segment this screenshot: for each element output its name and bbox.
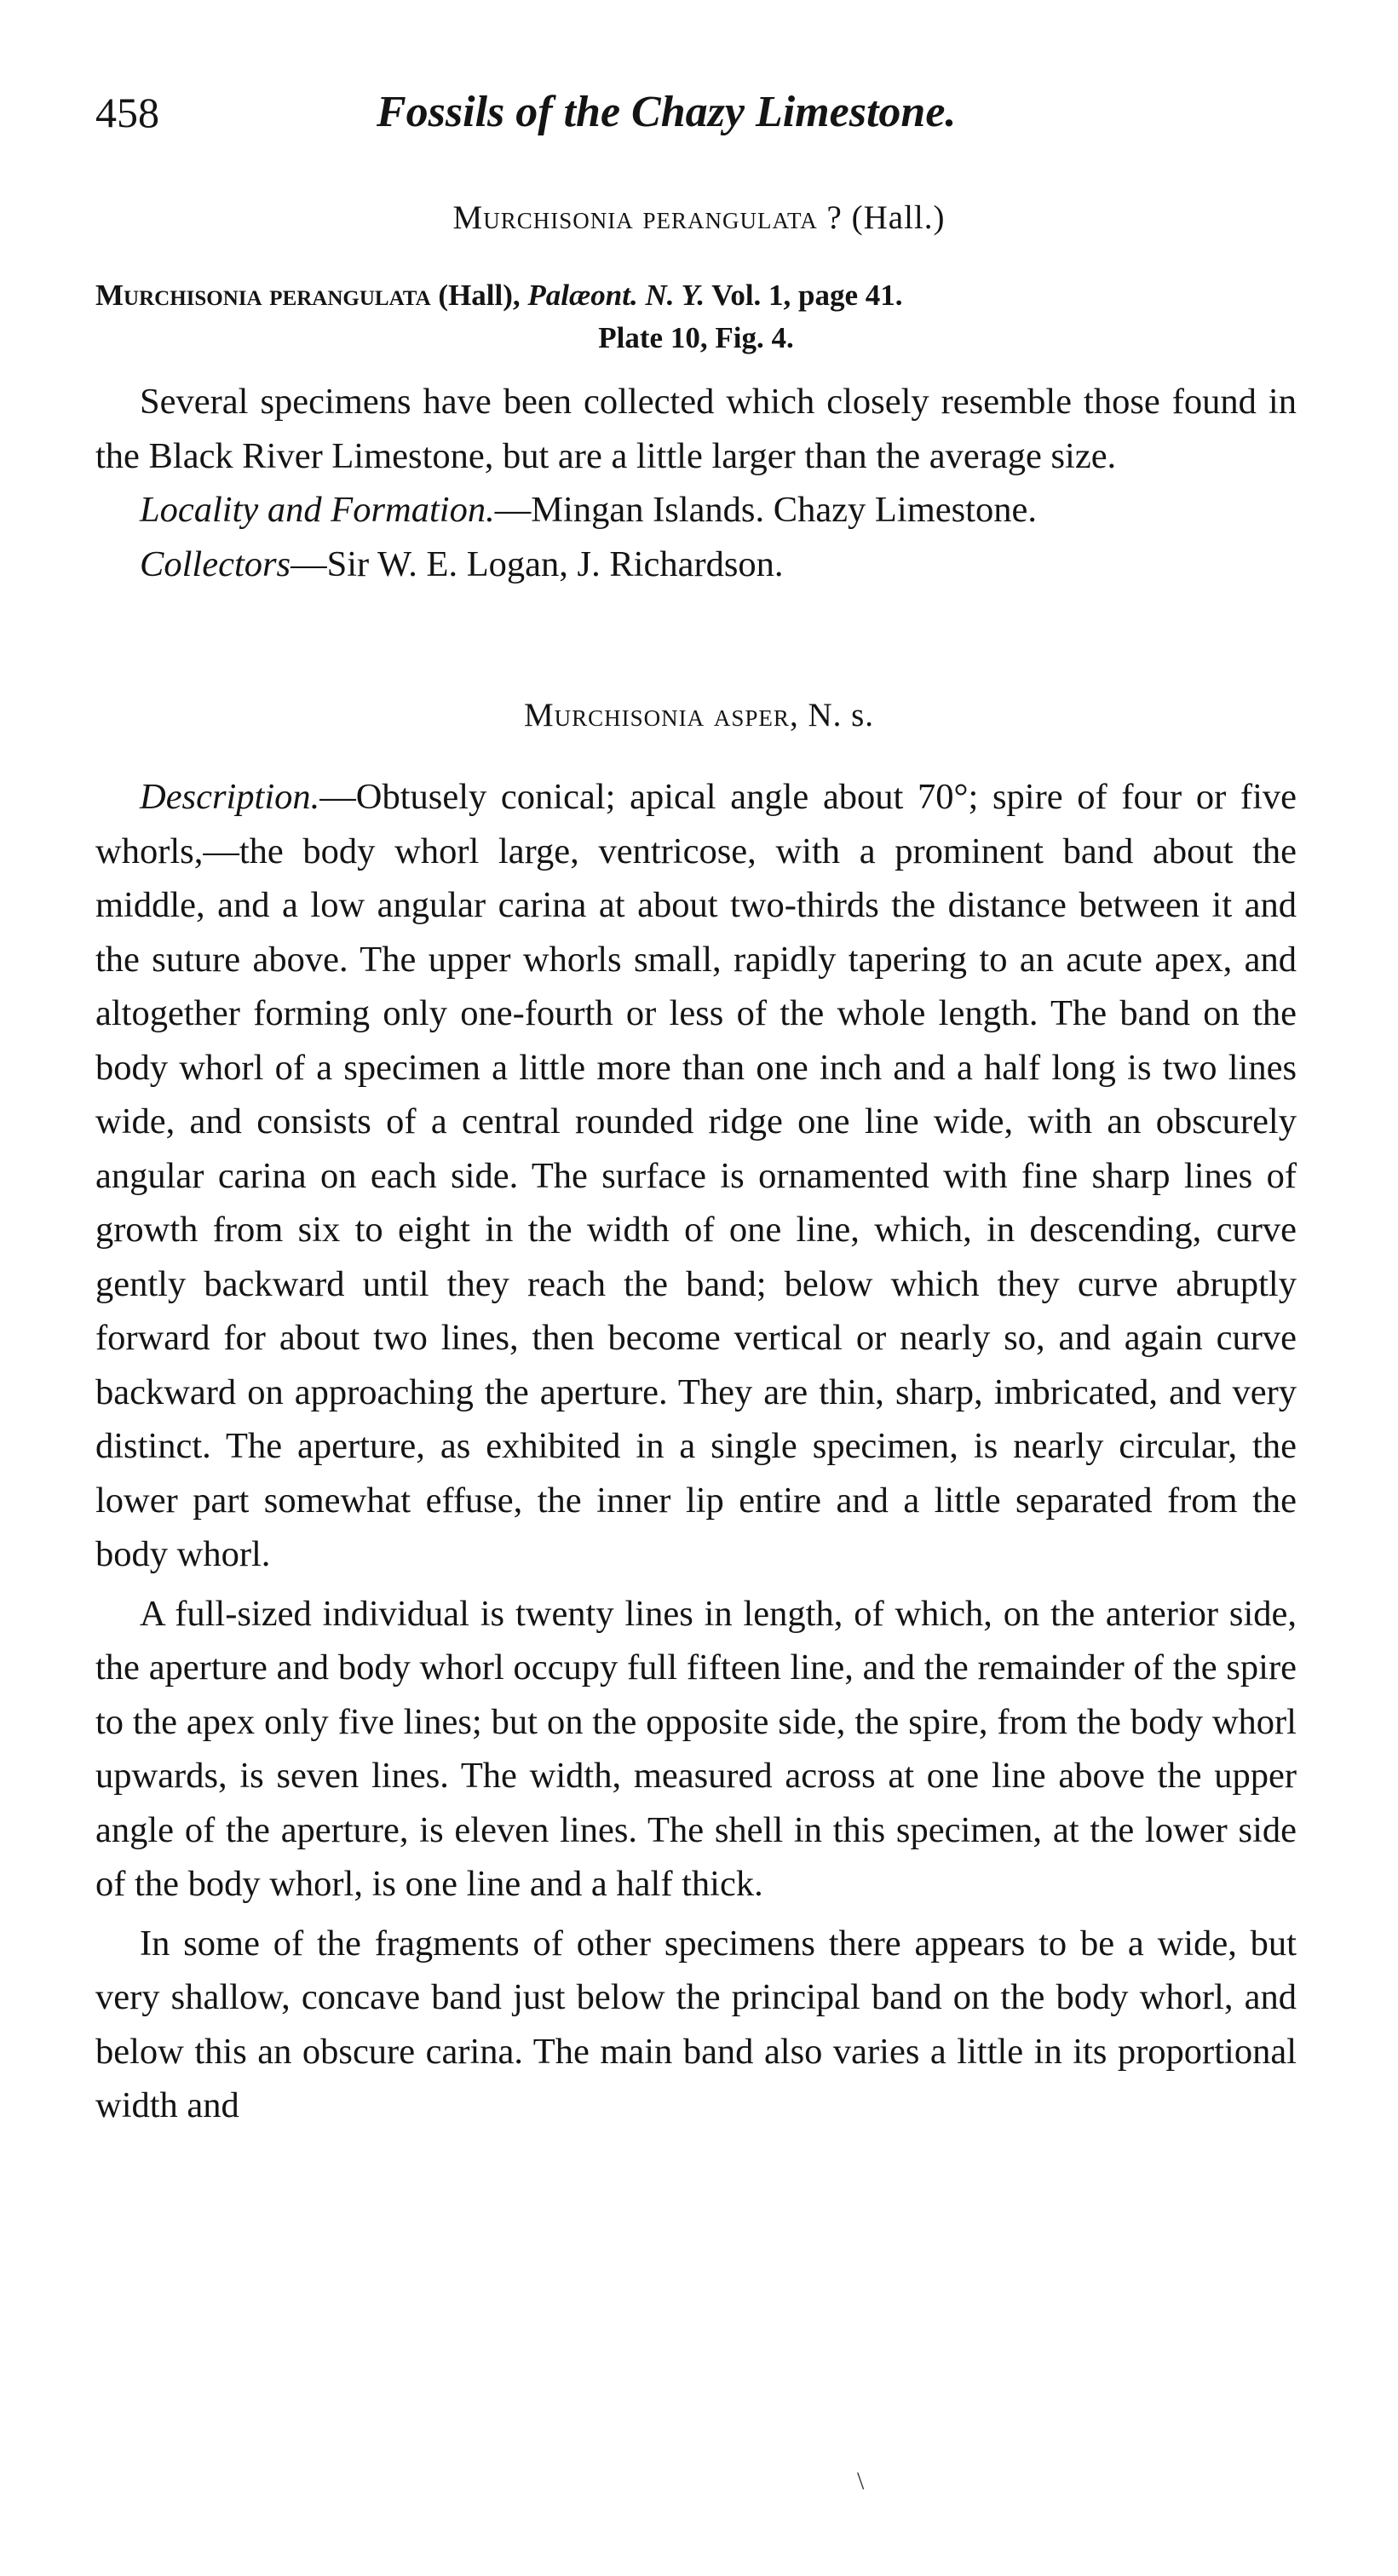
synonymy-citation — [95, 274, 1297, 359]
variation-paragraph: In some of the fragments of other specimens there appears to be a wide, but very shallow, concave band just below the principal band on the body whorl, and below this an obscure carina. The main band also varies a little in its proportional width and — [95, 1923, 1297, 2125]
citation-name: Murchisonia perangulata — [95, 279, 431, 312]
collectors-text: —Sir W. E. Logan, J. Richardson. — [291, 543, 784, 584]
citation-work: Palæont. N. Y. — [527, 279, 705, 312]
asper-text-block — [95, 770, 1297, 2133]
species-name: Murchisonia perangulata — [452, 199, 818, 236]
locality-label: Locality and Formation. — [140, 490, 495, 530]
species-name: Murchisonia asper — [523, 697, 790, 733]
perangulata-paragraph: Several specimens have been collected which closely resemble those found in the Black River Limestone, but are a little larger than the average size. — [95, 382, 1297, 476]
species-authority: , N. s. — [789, 697, 875, 733]
species-authority: ? (Hall.) — [817, 199, 946, 236]
stray-ink-mark: \ — [857, 2467, 865, 2495]
species-heading-perangulata — [0, 194, 1398, 242]
running-head — [95, 82, 1288, 150]
description-text: —Obtusely conical; apical angle about 70°; spire of four or five whorls,—the body whorl large, ventricose, with a prominent band about the middle, and a low angular carina at about two-thirds the distance between it and the suture above. The upper whorls small, rapidly tapering to an acute apex, and altogether forming only one-fourth or less of the whole length. The band on the body whorl of a specimen a little more than one inch and a half long is two lines wide, and consists of a central rounded ridge one line wide, with an obscurely angular carina on each side. The surface is ornamented with fine sharp lines of growth from six to eight in the width of one line, which, in descending, curve gently backward until they reach the band; below which they curve abruptly forward for about two lines, then become vertical or nearly so, and again curve backward on approaching the aperture. They are thin, sharp, imbricated, and very distinct. The aperture, as exhibited in a single specimen, is nearly circular, the lower part somewhat effuse, the inner lip entire and a little separated from the body whorl. — [95, 777, 1297, 1574]
citation-author: (Hall), — [430, 279, 528, 312]
running-title: Fossils of the Chazy Limestone. — [377, 88, 957, 136]
page-number: 458 — [95, 89, 159, 136]
collectors-line — [95, 538, 1297, 592]
perangulata-text-block — [95, 375, 1297, 591]
description-paragraph — [95, 770, 1297, 1582]
species-heading-asper — [0, 692, 1398, 739]
measurements-paragraph: A full-sized individual is twenty lines in length, of which, on the anterior side, the aperture and body whorl occupy full fifteen line, and the remainder of the spire to the apex only five lines; but on the opposite side, the spire, from the body whorl upwards, is seven lines. The width, measured across at one line above the upper angle of the aperture, is eleven lines. The shell in this specimen, at the lower side of the body whorl, is one line and a half thick. — [95, 1593, 1297, 1904]
description-label: Description. — [140, 777, 320, 817]
citation-plate: Plate 10, Fig. 4. — [598, 321, 794, 354]
locality-line — [95, 483, 1297, 538]
collectors-label: Collectors — [140, 543, 291, 584]
citation-reference: Vol. 1, page 41. — [705, 279, 903, 312]
locality-text: —Mingan Islands. Chazy Limestone. — [494, 490, 1037, 530]
